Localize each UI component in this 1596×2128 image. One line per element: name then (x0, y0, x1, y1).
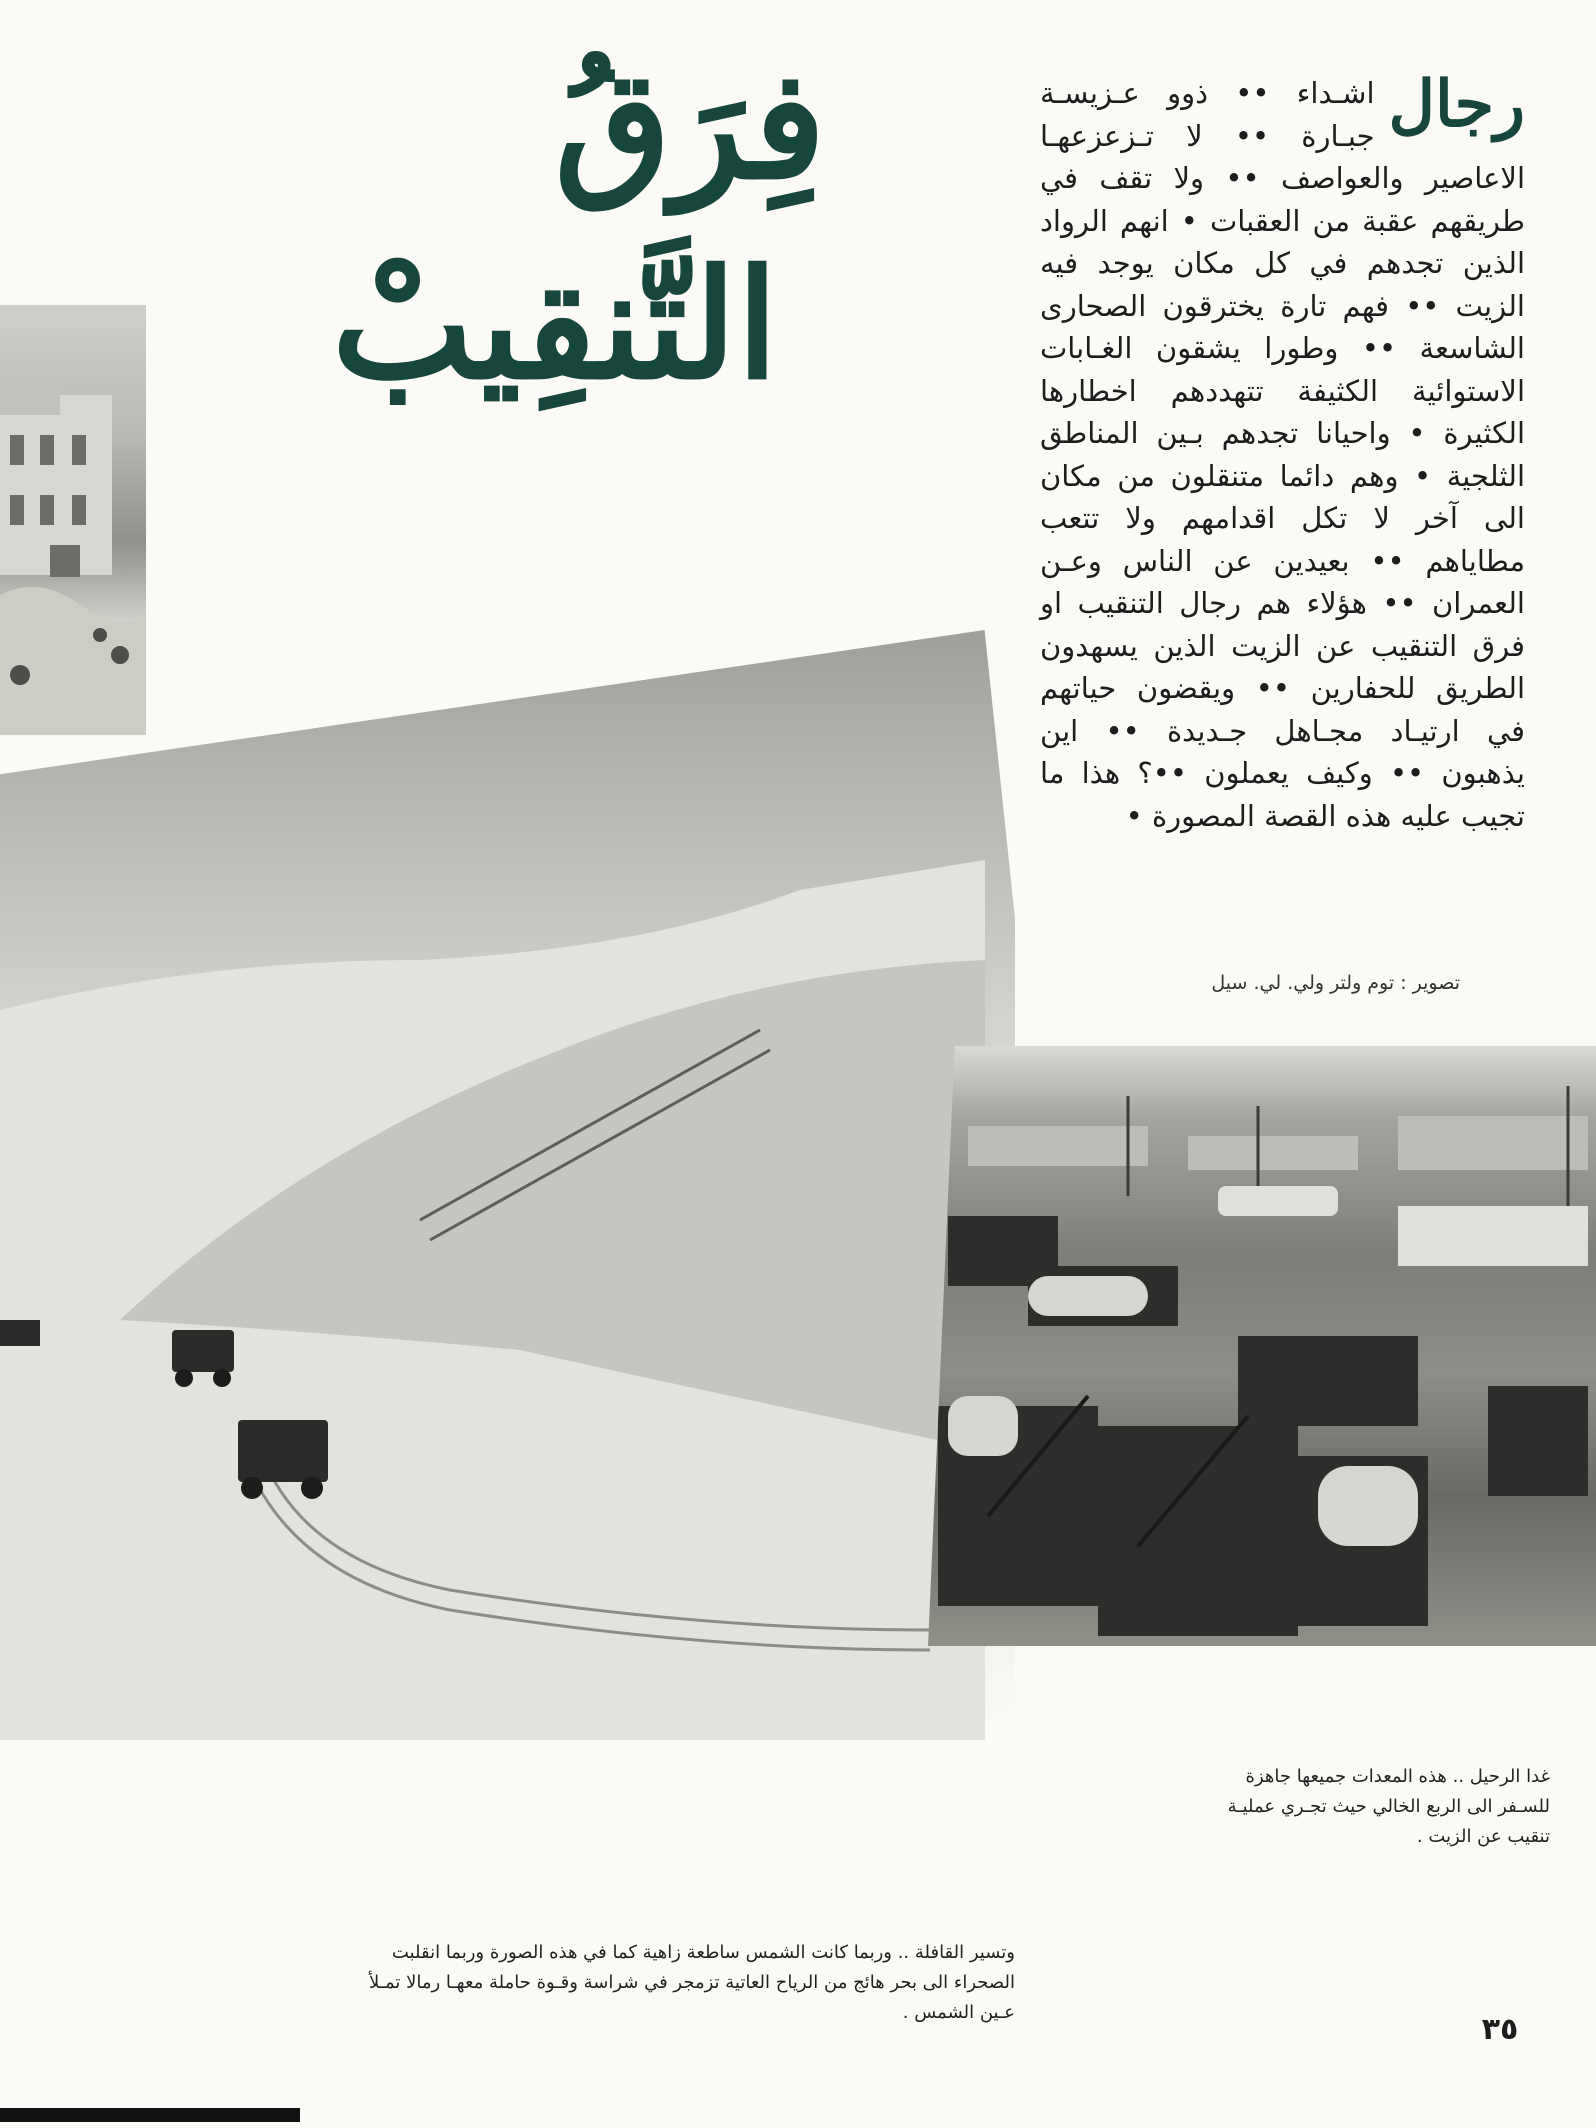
equipment-yard-photo (928, 1046, 1596, 1646)
intro-body-text: اشـداء •• ذوو عـزيسـة جبـارة •• لا تـزعزعهـا الاعاصير والعواصف •• ولا تقف في طريقهم عقبة من العقبات • انهم الرواد الذين تجدهم في كل مكان يوجد فيه الزيت •• فهم تارة يخترقون الصحارى الشاسعة •• وطورا يشقون الغـابات الاستوائية الكثيفة تتهددهم اخطارها الكثيرة • واحيانا تجدهم بـين المناطق الثلجية • وهم دائما متنقلون من مكان الى آخر لا تكل اقدامهم ولا تتعب مطاياهم •• بعيدين عن الناس وعـن العمران •• هؤلاء هم رجال التنقيب او فرق التنقيب عن الزيت الذين يسهدون الطريق للحفارين •• ويقضون حياتهم في ارتيـاد مجـاهل جـديدة •• اين يذهبون •• وكيف يعملون ••؟ هذا ما تجيب عليه هذه القصة المصورة • (1040, 76, 1525, 833)
building-photo (0, 305, 146, 735)
page-title-line-2: التَّنقِيبْ (331, 237, 779, 413)
intro-lead-word: رجال (1388, 67, 1525, 142)
equipment-yard-graphic (928, 1046, 1596, 1646)
intro-paragraph (1040, 67, 1525, 837)
photo-credit: تصوير : توم ولتر ولي. لي. سيل (1211, 972, 1460, 994)
equipment-caption: غدا الرحيل .. هذه المعدات جميعها جاهزة للسـفر الى الربع الخالي حيث تجـري عمليـة تنقيب عن الزيت . (1227, 1766, 1550, 1847)
desert-convoy-graphic (0, 630, 1015, 1740)
desert-convoy-photo (0, 630, 1015, 1740)
page-title-line-1: فِرَقُ (554, 37, 826, 213)
building-photo-graphic (0, 305, 146, 735)
convoy-caption: وتسير القافلة .. وربما كانت الشمس ساطعة زاهية كما في هذه الصورة وربما انقلبت الصحراء الى بحر هائج من الرياح العاتية تزمجر في شراسة وقـوة حاملة معهـا رمالا تمـلأ عـين الشمس . (368, 1942, 1015, 2023)
page-number: ٣٥ (1481, 2012, 1519, 2047)
bottom-decorative-bar (0, 2108, 300, 2122)
